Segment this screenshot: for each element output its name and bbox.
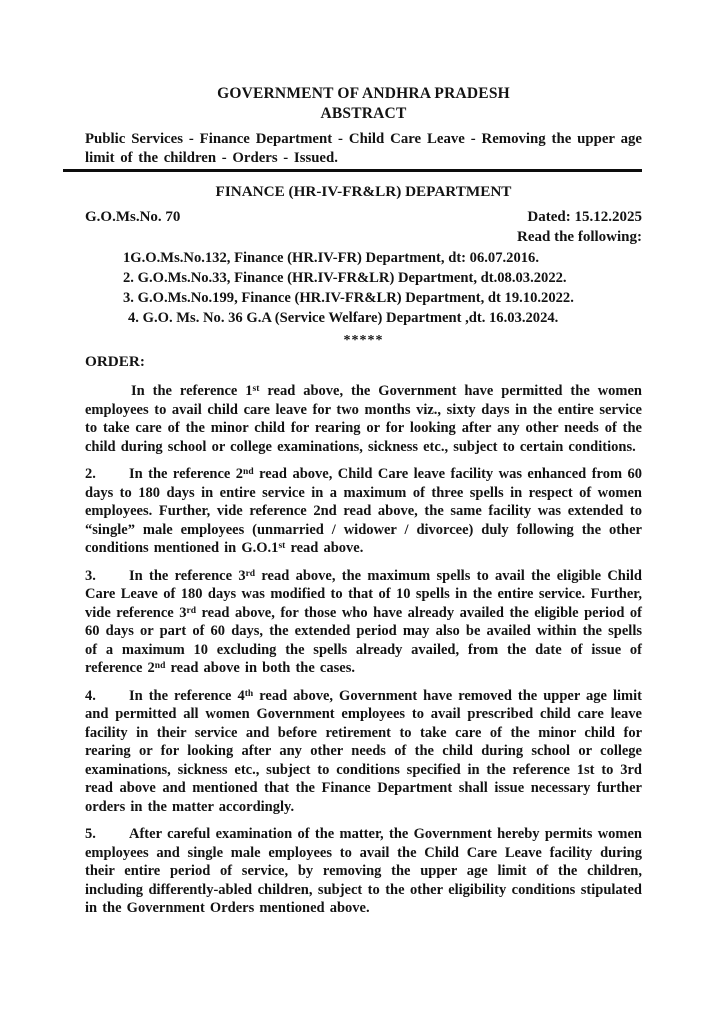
order-paragraph-2 (85, 465, 642, 558)
abstract-heading: ABSTRACT (320, 105, 407, 122)
reference-item-4: 4. G.O. Ms. No. 36 G.A (Service Welfare) Department ,dt. 16.03.2024. (128, 310, 559, 326)
paragraph-number: 4. (85, 687, 96, 704)
subject-line: Public Services - Finance Department - Child Care Leave - Removing the upper age limit of the children - Orders - Issued. (85, 131, 642, 166)
reference-item-3: 3. G.O.Ms.No.199, Finance (HR.IV-FR&LR) Department, dt 19.10.2022. (123, 290, 574, 306)
paragraph-text: After careful examination of the matter, the Government hereby permits women employees and single male employees to avail the Child Care Leave facility during their entire period of service, by removing the upper age limit of the children, including differently-abled children, subject to the other eligibility conditions stipulated in the Government Orders mentioned above. (85, 826, 642, 916)
paragraph-text: In the reference 4th read above, Government have removed the upper age limit and permitted all women Government employees to avail prescribed child care leave facility in their service and before retirement to take care of the minor child for rearing or for looking after any other needs of the child during school or college examinations, sickness etc., subject to conditions specified in the reference 1st to 3rd read above and mentioned that the Finance Department shall issue necessary further orders in the matter accordingly. (85, 687, 642, 815)
order-paragraph-3 (85, 567, 642, 678)
paragraph-number: 2. (85, 466, 96, 482)
dated-label: Dated: 15.12.2025 (527, 209, 642, 225)
order-paragraph-5 (85, 825, 642, 918)
order-heading: ORDER: (85, 353, 145, 370)
asterisk-separator: ***** (343, 333, 384, 348)
reference-item-2: 2. G.O.Ms.No.33, Finance (HR.IV-FR&LR) Department, dt.08.03.2022. (123, 270, 567, 286)
paragraph-number: 3. (85, 567, 96, 584)
separator-rule (63, 169, 642, 172)
order-paragraph-1: In the reference 1st read above, the Government have permitted the women employees to avail child care leave for two months viz., sixty days in the entire service to take care of the minor child for rearing or for looking after any other needs of the child during school or college examinations, sickness etc., subject to certain conditions. (85, 383, 642, 455)
read-the-following-label: Read the following: (517, 229, 642, 245)
go-number: G.O.Ms.No. 70 (85, 209, 181, 225)
order-info-row (85, 207, 642, 227)
paragraph-number: 5. (85, 826, 96, 842)
references-list (85, 248, 642, 328)
department-heading: FINANCE (HR-IV-FR&LR) DEPARTMENT (215, 183, 512, 200)
government-title: GOVERNMENT OF ANDHRA PRADESH (217, 85, 510, 102)
order-paragraph-4 (85, 687, 642, 817)
document-content (85, 84, 642, 918)
reference-item-1: 1G.O.Ms.No.132, Finance (HR.IV-FR) Department, dt: 06.07.2016. (123, 250, 540, 266)
paragraph-text: In the reference 2nd read above, Child Care leave facility was enhanced from 60 days to 180 days in entire service in a maximum of three spells in respect of women employees. Further, vide reference 2nd read above, the same facility was extended to “single” male employees (unmarried / widower / divorcee) duly following the other conditions mentioned in G.O.1st read above. (85, 466, 642, 556)
paragraph-text: In the reference 3rd read above, the maximum spells to avail the eligible Child Care Leave of 180 days was modified to that of 10 spells in the entire service. Further, vide reference 3rd read above, for those who have already availed the eligible period of 60 days or part of 60 days, the extended period may also be availed within the spells of a maximum 10 excluding the spells already availed, from the date of issue of reference 2nd read above in both the cases. (85, 567, 642, 676)
